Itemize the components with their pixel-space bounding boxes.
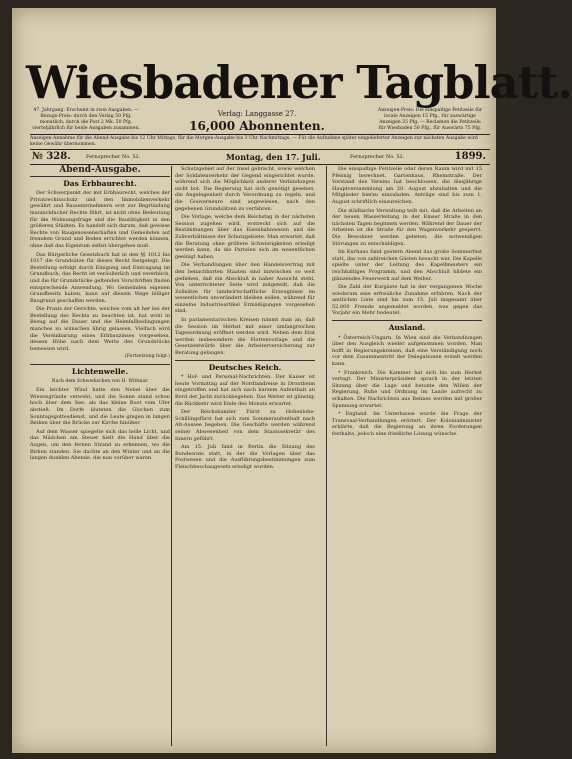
feuilleton-heading: Lichtenwelle. [71,367,129,377]
info-left-block: 47. Jahrgang. Erscheint in zwei Ausgaben. — Bezugs-Preis: durch den Verlag 50 Pfg. monatlich, durch die Post 2 Mk. 50 Pfg. vierteljährlich für beide Ausgaben zusammen. [32,108,140,131]
column-3 [332,166,482,746]
column-2 [175,166,315,746]
article-paragraph: * Österreich-Ungarn. In Wien sind die Verhandlungen über den Ausgleich wieder aufgenommen worden. Man hofft in Regierungskreisen, daß eine Verständigung noch vor dem Zusammentritt der Delegationen erzielt werden kann. [332,334,482,368]
article-paragraph: Am 15. Juli fand in Berlin die Sitzung des Bundesrats statt, in der die Vorlagen über das Postwesen und die Ausführungsbestimmungen zum Fleischbeschaugesetz erledigt wurden. [175,444,315,470]
article-paragraph: Die Praxis der Gerichte, welches vom alt her bei der Bestellung des Rechts zu beachten ist, hat wohl in Bezug auf die Dauer und die Heimfallbedingungen manches zu wünschen übrig gelassen. Vielfach wird die Vereinbarung eines Erbbauzinses vorgesehen, dessen Höhe nach dem Werte des Grundstücks bemessen wird. [30,306,170,352]
article-paragraph: In parlamentarischen Kreisen nimmt man an, daß die Session im Herbst mit einer umfangreichen Tagesordnung eröffnet werden wird. Neben dem Etat werden insbesondere die Flottenvorlage und die Gesetzentwürfe über die Arbeiterversicherung zur Beratung gelangen. [175,317,315,357]
column-rule [171,166,172,746]
issue-date: Montag, den 17. Juli. [226,152,321,162]
fernsprecher-right: Fernsprecher No. 52. [350,154,405,160]
dateline [30,149,490,165]
article-paragraph: Ein leichter Wind hatte den Nebel über die Wiesengründe verweht, und die Sonne stand schon hoch über dem See, als das kleine Boot vom Ufer abstieß. Im Dorfe läuteten die Glocken zum Sonntagsgottesdienst, und die Leute gingen in langen Reihen über die Brücke zur Kirche hinüber. [30,387,170,427]
column-rule [326,166,327,746]
article-heading: Das Erbbaurecht. [63,178,137,188]
column-1 [30,166,170,746]
article-paragraph: Der Schwerpunkt der mit Erbbaurecht, welches der Privatrechtsschutz und den Immobilienverkehr gewährt und Bauunternehmern erst zur Begründung mannichfacher Rechte führt, ist nicht ohne Bedeutung für die Wohnungsfrage und die Bautätigkeit in den größeren Städten. Es handelt sich darum, daß gewisse Rechte von Baugenossenschaften und Gemeinden auf fremdem Grund und Boden errichtet werden können, ohne daß das Eigentum selbst übergehen muß. [30,190,170,249]
feuilleton-byline: Nach dem Schwedischen von H. Wittmar. [51,378,149,384]
section-divider [175,360,315,361]
article-paragraph: Im Kurhaus fand gestern Abend das große Sommerfest statt, das von zahlreichen Gästen besucht war. Die Kapelle spielte unter der Leitung des Kapellmeisters ein reichhaltiges Programm, und den Abschluß bildete ein glänzendes Feuerwerk auf dem Weiher. [332,249,482,282]
article-paragraph: Das Bürgerliche Gesetzbuch hat in den §§ 1012 bis 1017 die Grundsätze für dieses Recht festgelegt. Die Bestellung erfolgt durch Einigung und Eintragung im Grundbuch; das Recht ist veräußerlich und vererblich, und die für Grundstücke geltenden Vorschriften finden entsprechende Anwendung. Wo Gemeinden eigenen Grundbesitz haben, kann auf diesem Wege billiger Baugrund geschaffen werden. [30,251,170,304]
article-paragraph: Die Zahl der Kurgäste hat in der vergangenen Woche wiederum eine erfreuliche Zunahme erfahren. Nach der amtlichen Liste sind bis zum 15. Juli insgesamt über 52.000 Fremde angemeldet worden, was gegen das Vorjahr ein Mehr bedeutet. [332,284,482,317]
article-paragraph: Der Reichskanzler Fürst zu Hohenlohe-Schillingsfürst hat sich zum Sommeraufenthalt nach Alt-Aussee begeben. Die Geschäfte werden während seiner Abwesenheit von dem Staatssekretär des Innern geführt. [175,409,315,442]
article-paragraph: Die städtische Verwaltung teilt mit, daß die Arbeiten an der neuen Wasserleitung in der Emser Straße in den nächsten Tagen beginnen werden. Während der Dauer der Arbeiten ist die Straße für den Wagenverkehr gesperrt. Die Bewohner werden gebeten, die notwendigen Störungen zu entschuldigen. [332,207,482,247]
section-heading: Ausland. [388,323,426,333]
newspaper-page [12,8,572,753]
article-paragraph: * England. Im Unterhause wurde die Frage der Transvaal-Verhandlungen erörtert. Der Kolonialminister erklärte, daß die Regierung an ihren Forderungen festhalte, jedoch eine friedliche Lösung wünsche. [332,411,482,437]
issue-number: № 328. [32,151,71,162]
section-divider [30,364,170,365]
anzeigen-annahme-line: Anzeigen-Annahme für die Abend-Ausgabe bis 12 Uhr Mittags, für die Morgen-Ausgabe bis 3 Uhr Nachmittags. — Für die Aufnahme später eingelieferter Anzeigen zur nächsten Ausgabe wird keine Gewähr übernommen. [30,134,490,148]
section-divider [332,320,482,321]
article-paragraph: * Hof- und Personal-Nachrichten. Der Kaiser ist heute Vormittag auf der Nordlandreise in Drontheim eingetroffen und hat sich nach kurzem Aufenthalt an Bord der Jacht zurückbegeben. Das Wetter ist günstig; die Rückkehr wird Ende des Monats erwartet. [175,374,315,407]
fernsprecher-left: Fernsprecher No. 52. [86,154,141,160]
article-paragraph: Die einspaltige Petitzeile oder deren Raum wird mit 15 Pfennig berechnet. Gartenhaus, Rheinstraße. Der Vorstand des Vereins hat beschlossen, die diesjährige Hauptversammlung am 20. August abzuhalten und die Mitglieder hierzu einzuladen. Anträge sind bis zum 1. August schriftlich einzureichen. [332,166,482,205]
article-paragraph: Die Vorlage, welche dem Reichstag in der nächsten Session zugehen wird, erstreckt sich auf die Bestimmungen über das Eisenbahnwesen und die Zollverhältnisse der Schutzgebiete. Man erwartet, daß die Beratung ohne größere Schwierigkeiten erledigt werden kann, da die Parteien sich im wesentlichen geeinigt haben. [175,214,315,260]
info-right-block: Anzeigen-Preis: Die einspaltige Petitzeile für locale Anzeigen 15 Pfg., für auswärtige Anzeigen 25 Pfg. — Reclamen die Petitzeile für Wiesbaden 50 Pfg., für Auswärts 75 Pfg. [377,108,483,131]
article-paragraph: Die Verhandlungen über den Handelsvertrag mit den benachbarten Staaten sind inzwischen so weit gediehen, daß ein Abschluß in naher Aussicht steht. Von unterrichteter Seite wird mitgeteilt, daß die Zollsätze für landwirtschaftliche Erzeugnisse im wesentlichen unverändert bleiben sollen, während für einzelne Industrieartikel Ermäßigungen vorgesehen sind. [175,262,315,315]
edition-banner: Abend-Ausgabe. [30,166,170,177]
info-center-block [162,110,352,133]
issue-year: 1899. [454,151,486,162]
article-paragraph: Schutzgebiet auf der Insel gebracht, sowie welchen der Soldatenverkehr der Gegend eingerichtet wurde, während sich die Möglichkeit anderer Verbindungen nicht bot. Die Regierung hat sich genötigt gesehen, die Angelegenheit durch Verordnung zu regeln, und die Gouverneure sind angewiesen, nach den gegebenen Grundsätzen zu verfahren. [175,166,315,212]
continued-note: (Fortsetzung folgt.) [124,354,170,360]
section-heading: Deutsches Reich. [208,362,282,372]
article-paragraph: * Frankreich. Die Kammer hat sich bis zum Herbst vertagt. Der Ministerpräsident sprach in der letzten Sitzung über die Lage und betonte den Willen der Regierung, Ruhe und Ordnung im Lande aufrecht zu erhalten. Die Nachrichten aus Rennes werden mit großer Spannung erwartet. [332,369,482,409]
article-paragraph: Auf dem Wasser spiegelte sich das helle Licht, und das Mädchen am Steuer hielt die Hand über die Augen, um den fernen Strand zu erkennen, wo die Birken standen. Sie dachte an den Winter und an die langen dunklen Abende, die nun vorüber waren. [30,428,170,462]
subscriber-count: 16,000 Abonnenten. [189,119,325,133]
verlag-address: Verlag: Langgasse 27. [217,110,297,118]
masthead-title: Wiesbadener Tagblatt. [26,56,572,109]
